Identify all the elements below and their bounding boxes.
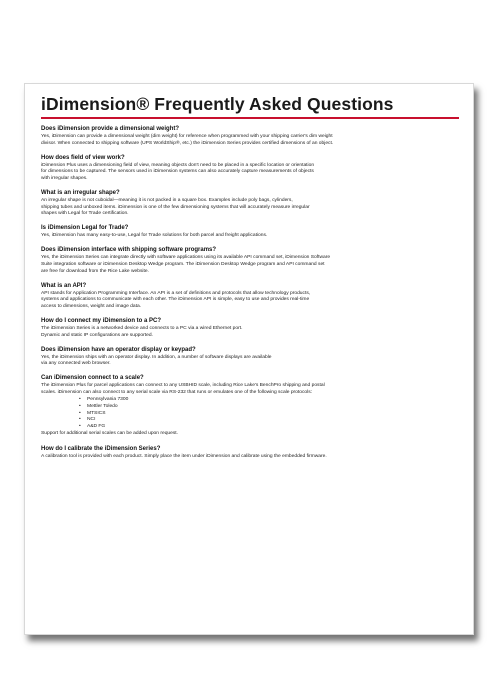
faq-question: How does field of view work? [41, 154, 125, 161]
faq-answer-line: An irregular shape is not cuboidal—meaning it is not packed in a square box. Examples include poly bags, cylinders, [41, 197, 293, 203]
faq-question: How do I calibrate the iDimension Series? [41, 445, 161, 452]
faq-question: Does iDimension provide a dimensional weight? [41, 126, 180, 132]
faq-answer-line: The iDimension Plus for parcel applications can connect to any USBHID scale, including Rice Lake's BenchPro shipping and postal [41, 383, 325, 389]
faq-answer [41, 291, 459, 311]
faq-answer-line: scales. iDimension can also connect to any serial scale via RS-232 that runs or emulates one of the following scale protocols: [41, 389, 313, 395]
faq-item [41, 346, 459, 368]
faq-question: Is iDimension Legal for Trade? [41, 225, 129, 232]
faq-answer-line: are free for download from the Rice Lake website. [41, 268, 149, 274]
faq-answer-line: Yes, the iDimension Series can integrate directly with software applications using its available API command set, iDimension Software [41, 255, 331, 261]
faq-answer [41, 355, 459, 368]
faq-answer-line: divisor. When connected to shipping software (UPS WorldShip®, etc.) the iDimension Series provides certified dimensions of an object. [41, 140, 334, 146]
scale-protocol-list [41, 397, 459, 430]
faq-answer [41, 163, 459, 183]
faq-item [41, 317, 459, 339]
faq-item [41, 374, 459, 438]
faq-answer-line: access to dimensions, weight and image data. [41, 303, 142, 309]
faq-question: What is an irregular shape? [41, 189, 120, 196]
faq-answer-line: Yes, iDimension can provide a dimensional weight (dim weight) for reference when programmed with your shipping carrier's dim weight [41, 134, 333, 139]
faq-question: Does iDimension interface with shipping software programs? [41, 247, 217, 254]
faq-answer [41, 383, 459, 396]
faq-answer [41, 198, 459, 218]
faq-question: What is an API? [41, 282, 87, 289]
faq-answer-note: Support for additional serial scales can be added upon request. [41, 431, 179, 437]
faq-list [41, 125, 459, 460]
faq-answer-line: systems and applications to communicate with each other. The iDimension API is simple, easy to use and provides real-time [41, 297, 310, 303]
faq-answer [41, 326, 459, 339]
faq-answer-line: for dimensions to be captured. The sensors used in iDimension systems can also accurately capture measurements of objects [41, 169, 314, 175]
faq-question: How do I connect my iDimension to a PC? [41, 317, 162, 324]
faq-answer-line: with irregular shapes. [41, 175, 88, 181]
faq-answer-line: iDimension Plus uses a dimensioning field of view, meaning objects don't need to be placed in a specific location or orientation [41, 162, 315, 168]
faq-answer-line: shapes with Legal for Trade certification. [41, 211, 129, 217]
faq-item [41, 445, 459, 461]
faq-answer-line: API stands for Application Programming Interface. An API is a set of definitions and protocols that allow technology products, [41, 290, 311, 296]
faq-answer-line: Dynamic and static IP configurations are supported. [41, 332, 153, 338]
faq-item [41, 246, 459, 275]
faq-answer-line: Yes, the iDimension ships with an operator display. In addition, a number of software displays are available [41, 354, 272, 360]
faq-answer [41, 454, 459, 461]
scale-protocol-item: • NCI [87, 417, 459, 424]
scale-protocol-item: • Pennsylvania 7300 [87, 397, 459, 404]
faq-answer-line: Suite integration software or iDimension Desktop Wedge program. The iDimension Desktop Wedge program and API command set [41, 261, 325, 267]
page-title: iDimension® Frequently Asked Questions [41, 94, 394, 114]
faq-answer-line: Yes, iDimension has many easy-to-use, Legal for Trade solutions for both parcel and freight applications. [41, 233, 268, 239]
faq-document-page [24, 83, 474, 635]
faq-answer [41, 255, 459, 275]
faq-item [41, 154, 459, 183]
faq-item [41, 189, 459, 218]
faq-item [41, 282, 459, 311]
title-divider [41, 117, 459, 119]
faq-answer [41, 233, 459, 240]
faq-item [41, 125, 459, 147]
scale-protocol-item: • A&D FG [87, 424, 459, 431]
faq-question: Does iDimension have an operator display or keypad? [41, 346, 196, 353]
faq-answer-line: The iDimension Series is a networked device and connects to a PC via a wired Ethernet port. [41, 325, 243, 331]
faq-answer-line: via any connected web browser. [41, 361, 111, 367]
faq-item [41, 224, 459, 240]
faq-answer-line: shipping tubes and unboxed items. iDimension is one of the few dimensioning systems that will accurately measure irregular [41, 204, 310, 210]
faq-question: Can iDimension connect to a scale? [41, 375, 144, 382]
scale-protocol-item: • Mettler Toledo [87, 404, 459, 411]
faq-answer [41, 134, 459, 147]
faq-answer-line: A calibration tool is provided with each product. Simply place the item under iDimension and calibrate using the embedded firmware. [41, 453, 327, 459]
scale-protocol-item: • MTSICS [87, 411, 459, 418]
